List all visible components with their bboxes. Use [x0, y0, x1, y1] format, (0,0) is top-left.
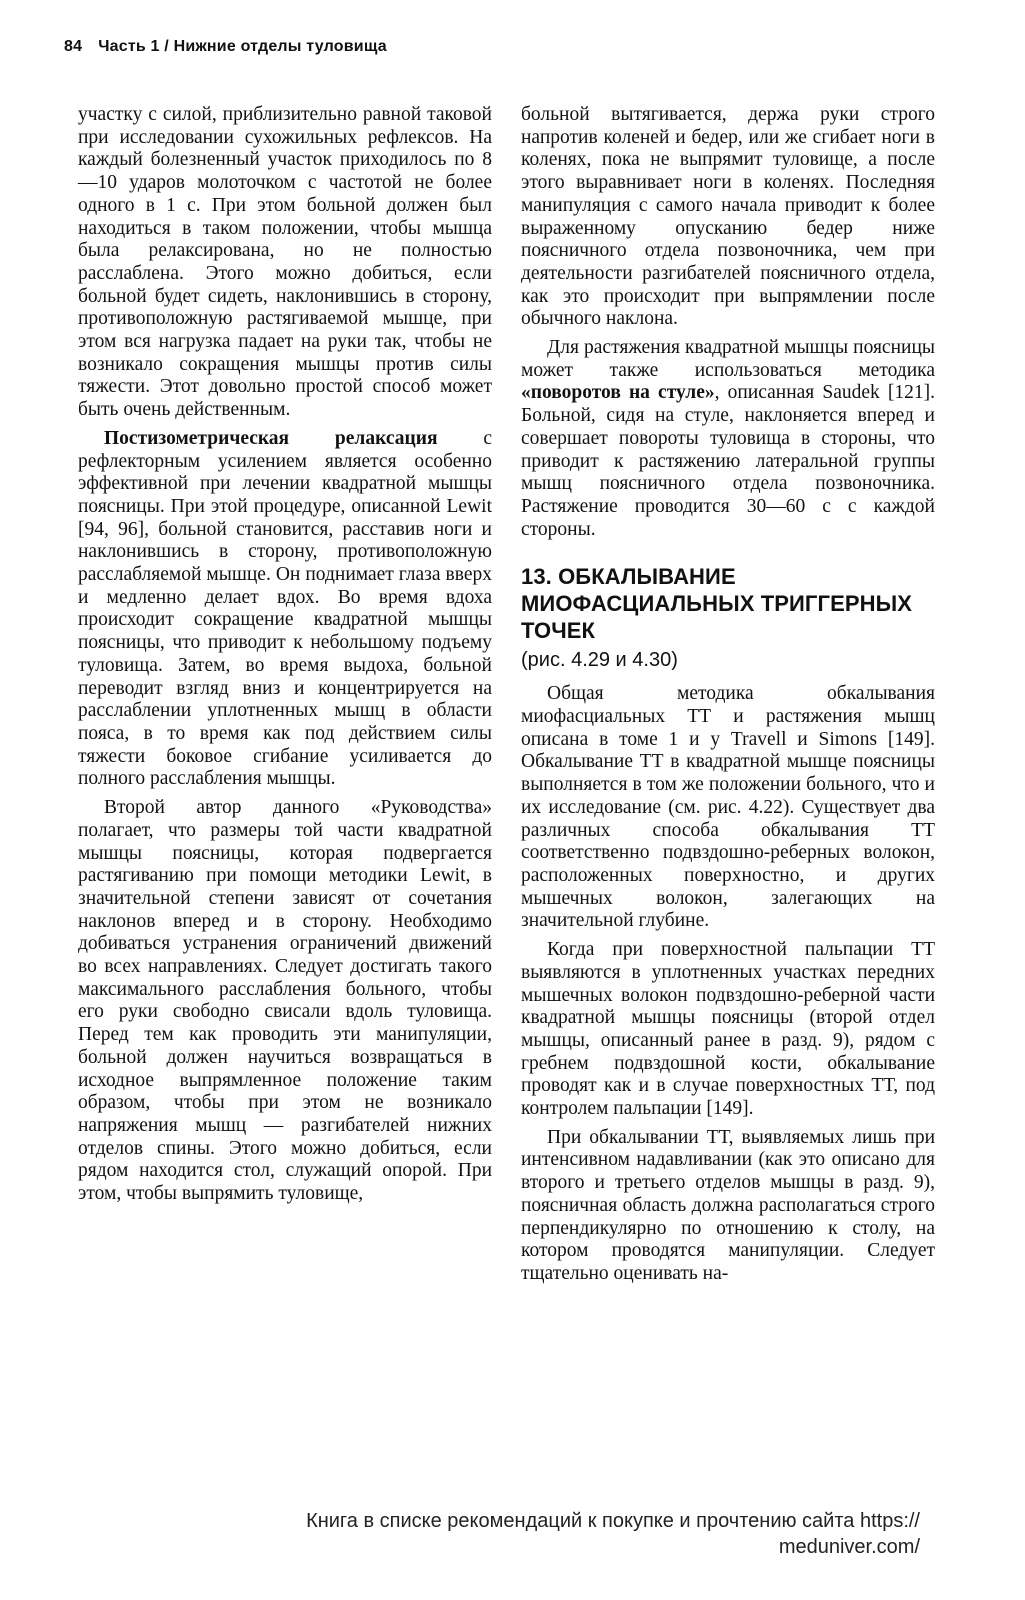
right-column — [521, 104, 935, 1286]
paragraph — [78, 428, 492, 791]
bold-term: Постизометрическая релаксация — [104, 427, 438, 449]
paragraph: участку с силой, приблизительно равной таковой при исследовании сухожильных рефлексов. На каждый болезненный участок приходилось по 8—10 ударов молоточком с частотой не более одного в 1 с. При этом больной должен был находиться в таком положении, чтобы мышца была релаксирована, но не полностью расслаблена. Этого можно добиться, если больной будет сидеть, наклонившись в сторону, противоположную растягиваемой мышце, при этом вся нагрузка падает на руки так, чтобы не возникало сокращения мышцы против силы тяжести. Этот довольно простой способ может быть очень действенным. — [78, 104, 492, 421]
running-title: Часть 1 / Нижние отделы туловища — [98, 38, 387, 55]
paragraph-text: Для растяжения квадратной мышцы поясницы может также использоваться методика — [521, 337, 935, 381]
paragraph: Второй автор данного «Руководства» полагает, что размеры той части квадратной мышцы поясницы, которая подвергается растягиванию при помощи методики Lewit, в значительной степени зависят от сочетания наклонов вперед и в сторону. Необходимо добиваться устранения ограничений движений во всех направлениях. Следует достигать такого максимального расслабления больного, чтобы его руки свободно свисали вдоль туловища. Перед тем как проводить эти манипуляции, больной должен научиться возвращаться в исходное выпрямленное положение таким образом, чтобы при этом не возникало напряжения мышц — разгибателей нижних отделов спины. Этого можно добиться, если рядом находится стол, служащий опорой. При этом, чтобы выпрямить туловище, — [78, 797, 492, 1205]
paragraph-text: с рефлекторным усилением является особенно эффективной при лечении квадратной мышцы поясницы. При этой процедуре, описанной Lewit [94, 96], больной становится, расставив ноги и наклонившись в сторону, противоположную расслабляемой мышце. Он поднимает глаза вверх и медленно делает вдох. Во время вдоха происходит сокращение квадратной мышцы поясницы, что приводит к небольшому подъему туловища. Затем, во время выдоха, больной переводит взгляд вниз и концентрируется на расслаблении уплотненных мышц в области пояса, в то время как под действием силы тяжести боковое сгибание усиливается до полного расслабления мышцы. — [78, 427, 492, 790]
left-column — [78, 104, 492, 1206]
paragraph-text: , описанная Saudek [121]. Больной, сидя на стуле, наклоняется вперед и совершает повороты туловища в стороны, что приводит к растяжению латеральной группы мышц поясничного отдела позвоночника. Растяжение проводится 30—60 с с каждой стороны. — [521, 382, 935, 540]
paragraph — [521, 337, 935, 541]
page-number: 84 — [64, 38, 83, 55]
paragraph: Когда при поверхностной пальпации ТТ выявляются в уплотненных участках передних мышечных волокон подвздошно-реберной части квадратной мышцы поясницы (второй отдел мышцы, описанный ранее в разд. 9), рядом с гребнем подвздошной кости, обкалывание проводят как и в случае поверхностных ТТ, под контролем пальпации [149]. — [521, 939, 935, 1120]
bold-term: «поворотов на стуле» — [521, 382, 715, 404]
section-figure-ref: (рис. 4.29 и 4.30) — [521, 649, 678, 672]
paragraph: больной вытягивается, держа руки строго напротив коленей и бедер, или же сгибает ноги в коленях, пока не выпрямит туловище, а после этого выравнивает ноги в коленях. Последняя манипуляция с самого начала приводит к более выраженному опусканию бедер ниже поясничного отдела позвоночника, чем при деятельности разгибателей поясничного отдела, как это происходит при выпрямлении после обычного наклона. — [521, 104, 935, 330]
paragraph: При обкалывании ТТ, выявляемых лишь при интенсивном надавливании (как это описано для второго и третьего отделов мышцы в разд. 9), поясничная область должна располагаться строго перпендикулярно по отношению к столу, на котором проводятся манипуляции. Следует тщательно оценивать на- — [521, 1126, 935, 1284]
section-heading: 13. ОБКАЛЫВАНИЕ МИОФАСЦИАЛЬНЫХ ТРИГГЕРНЫХ ТОЧЕК — [521, 564, 913, 644]
footer-watermark-note: Книга в списке рекомендаций к покупке и прочтению сайта https:// meduniver.com/ — [306, 1510, 920, 1558]
running-header — [64, 38, 387, 56]
paragraph: Общая методика обкалывания миофасциальных ТТ и растяжения мышц описана в томе 1 и у Travell и Simons [149]. Обкалывание ТТ в квадратной мышце поясницы выполняется в том же положении больного, что и их исследование (см. рис. 4.22). Существует два различных способа обкалывания ТТ соответственно подвздошно-реберных волокон, расположенных поверхностно, и других мышечных волокон, залегающих на значительной глубине. — [521, 683, 935, 932]
